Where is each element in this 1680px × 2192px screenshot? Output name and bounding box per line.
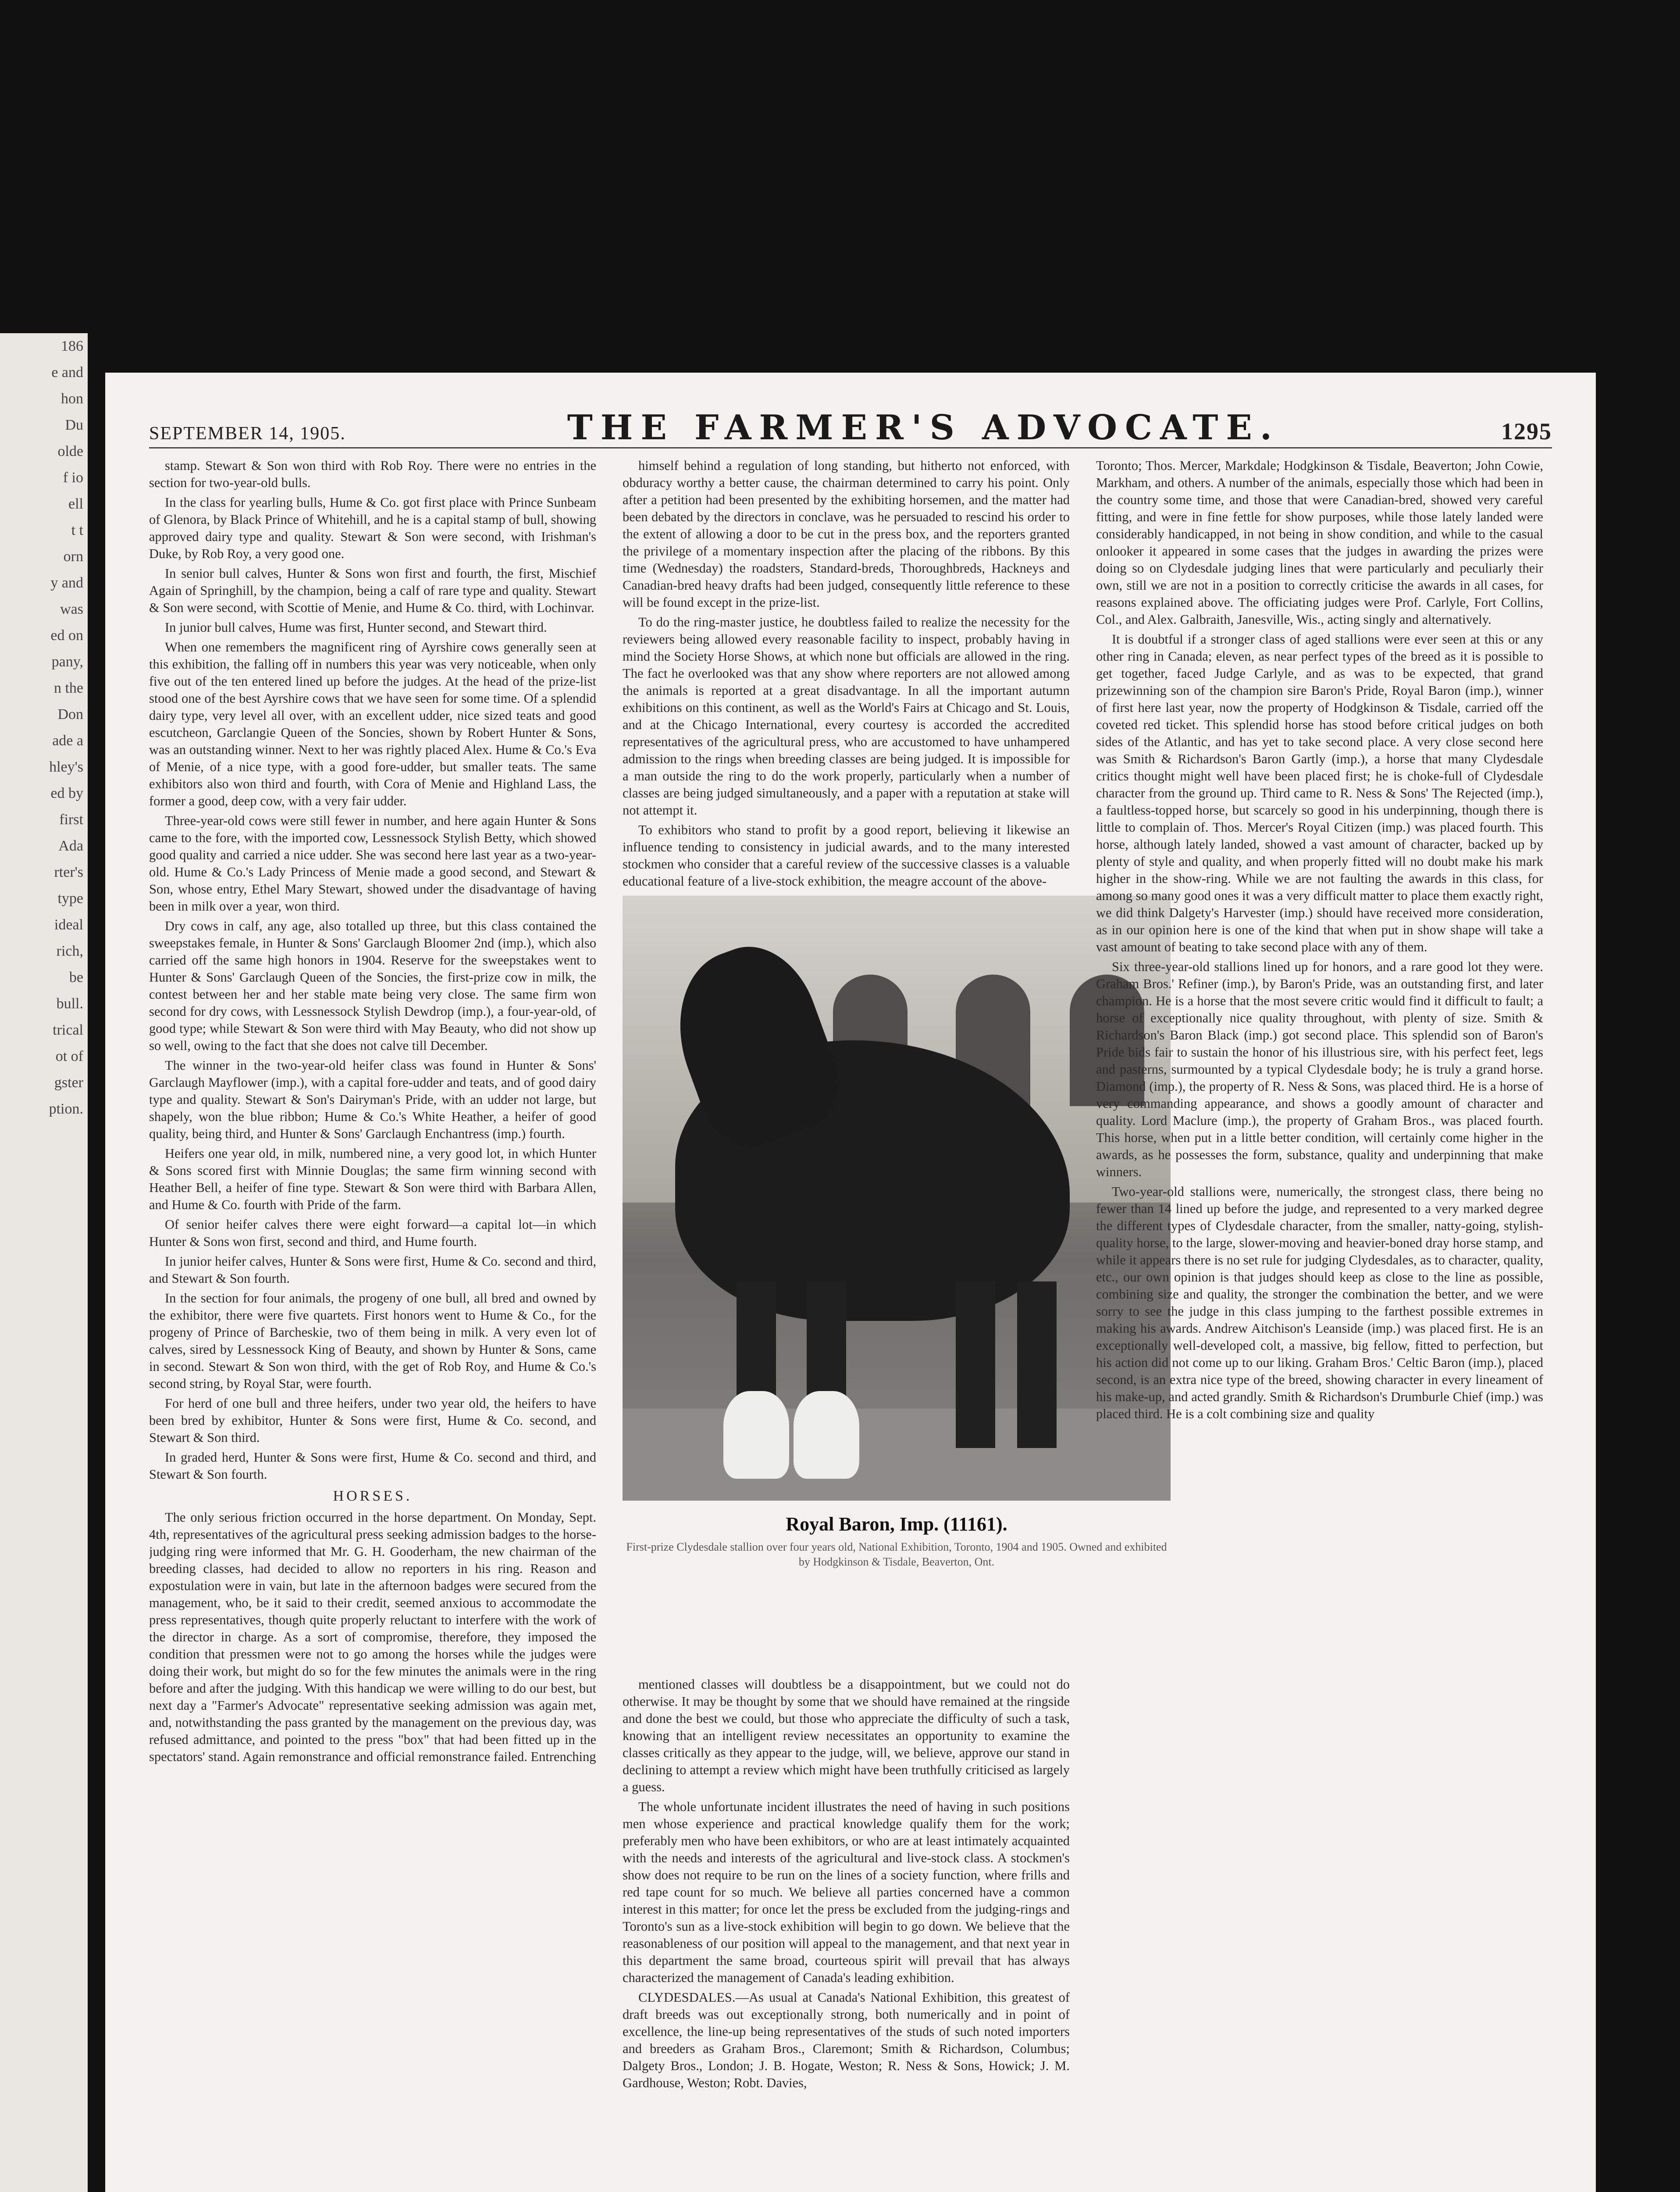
margin-fragment: ell <box>68 496 83 512</box>
masthead-title: THE FARMER'S ADVOCATE. <box>567 408 1280 448</box>
margin-fragment: t t <box>71 522 83 538</box>
margin-fragment: y and <box>50 575 83 591</box>
article-paragraph: Heifers one year old, in milk, numbered nine, a very good lot, in which Hunter & Sons scored first with Minnie Douglas; the same firm winning second with Heather Bell, a heifer of fine type. Stewart & Son were third with Barbara Allen, and Hume & Co. fourth with Pride of the farm. <box>149 1146 596 1212</box>
article-paragraph: In junior heifer calves, Hunter & Sons were first, Hume & Co. second and third, and Stewart & Son fourth. <box>149 1254 596 1286</box>
figure-title: Royal Baron, Imp. (11161). <box>786 1513 1007 1535</box>
margin-fragment: f io <box>63 470 83 486</box>
margin-fragment: ption. <box>49 1101 83 1117</box>
stallion-feathering <box>723 1391 789 1479</box>
margin-fragment: ade a <box>52 733 83 749</box>
margin-fragment: Du <box>65 417 83 433</box>
article-paragraph: himself behind a regulation of long standing, but hitherto not enforced, with obduracy worthy a better cause, the chairman determined to carry his point. Only after a petition had been presented by the exhibiting horsemen, and the matter had been debated by the directors in conclave, was he persuaded to rescind his order to the extent of allowing a door to be cut in the press box, and the reporters granted the privilege of a momentary inspection after the placing of the ribbons. By this time (Wednesday) the roadsters, Standard-breds, Thoroughbreds, Hackneys and Canadian-bred heavy drafts had been judged, consequently little reference to these will be found except in the prize-list. <box>623 458 1070 610</box>
margin-fragment: Ada <box>58 838 83 854</box>
margin-fragment: bull. <box>56 996 83 1012</box>
figure-subcaption: First-prize Clydesdale stallion over four years old, National Exhibition, Toronto, 1904 and 1905. Owned and exhibited by Hodgkinson & Tisdale, Beaverton, Ont. <box>626 1541 1167 1568</box>
stallion-leg <box>1017 1281 1057 1448</box>
article-paragraph: It is doubtful if a stronger class of aged stallions were ever seen at this or any other ring in Canada; eleven, as near perfect types of the breed as it is possible to get together, faced Judge Carlyle, and as was to be expected, that grand prizewinning son of the champion sire Baron's Pride, Royal Baron (imp.), winner of first here last year, now the property of Hodgkinson & Tisdale, carried off the coveted red ticket. This splendid horse has stood before critical judges on both sides of the Atlantic, and has yet to take second place. A very close second here was Smith & Richardson's Baron Gartly (imp.), a horse that many Clydesdale critics thought might well have been placed first; he is choke-full of Clydesdale character from the ground up. Third came to R. Ness & Sons' The Rejected (imp.), a faultless-topped horse, but scarcely so good in his underpinning, though there is little to complain of. Thos. Mercer's Royal Citizen (imp.) was placed fourth. This horse, although lately landed, showed a vast amount of character, backed up by plenty of style and quality, and when properly fitted will no doubt make his mark higher in the show-ring. While we are not faulting the awards in this class, for among so many good ones it was a very difficult matter to place them exactly right, we did think Dalgety's Harvester (imp.) should have received more consideration, as in our opinion here is one of the kind that when put in show shape will take a vast amount of beating to take second place with any of them. <box>1096 632 1543 954</box>
article-paragraph: To do the ring-master justice, he doubtless failed to realize the necessity for the reviewers being allowed every reasonable facility to inspect, probably having in mind the Society Horse Shows, at which none but officials are allowed in the ring. The fact he overlooked was that any show where reporters are not allowed among the animals is reported at a great disadvantage. In all the important autumn exhibitions on this continent, as well as the World's Fairs at Chicago and St. Louis, and at the Chicago International, every courtesy is accorded the accredited representatives of the agricultural press, who are accustomed to have unhampered admission to the rings when breeding classes are being judged. It is impossible for a man outside the ring to do the work properly, particularly when a number of classes are being judged simultaneously, and a paper with a reputation at stake will not attempt it. <box>623 615 1070 818</box>
margin-fragment: olde <box>57 443 83 459</box>
article-paragraph: Dry cows in calf, any age, also totalled up three, but this class contained the sweepstakes female, in Hunter & Sons' Garclaugh Bloomer 2nd (imp.), which also carried off the same high honors in 1904. Reserve for the sweepstakes went to Hunter & Sons' Garclaugh Queen of the Soncies, the first-prize cow in milk, the contest between her and her stable mate being very close. The same firm won second for dry cows, with Lessnessock Stylish Dewdrop (imp.), a four-year-old, of good type; while Stewart & Son were third with May Beauty, who did not show up so well, owing to the fact that she does not calve till December. <box>149 918 596 1053</box>
column-1 <box>149 457 596 2192</box>
margin-fragment: ot of <box>55 1048 83 1064</box>
article-paragraph: For herd of one bull and three heifers, under two year old, the heifers to have been bred by exhibitor, Hunter & Sons were first, Hume & Co. second, and Stewart & Son third. <box>149 1396 596 1445</box>
margin-fragment: n the <box>53 680 83 696</box>
margin-fragment: first <box>59 811 83 828</box>
article-paragraph: In the section for four animals, the progeny of one bull, all bred and owned by the exhibitor, there were five quartets. First honors went to Hume & Co., for the progeny of Prince of Barcheskie, two of them being in milk. A very even lot of calves, sired by Lessnessock King of Beauty, and shown by Hunter & Sons, came in second. Stewart & Son won third, with the get of Rob Roy, and Hume & Co.'s second string, by Royal Star, were fourth. <box>149 1291 596 1391</box>
margin-fragment: hon <box>61 391 83 407</box>
stallion-feathering <box>794 1391 859 1479</box>
article-paragraph: In senior bull calves, Hunter & Sons won first and fourth, the first, Mischief Again of Springhill, by the champion, being a calf of rare type and quality. Stewart & Son were second, with Scottie of Menie, and Hume & Co. third, with Lochinvar. <box>149 566 596 615</box>
margin-fragment: rter's <box>54 864 83 880</box>
margin-fragment: Don <box>57 706 83 722</box>
adjacent-page-edge <box>0 333 88 2192</box>
page-body <box>149 457 1552 2192</box>
section-heading-horses: HORSES. <box>333 1488 413 1504</box>
margin-fragment: rich, <box>56 943 83 959</box>
article-paragraph: Six three-year-old stallions lined up for honors, and a rare good lot they were. Graham Bros.' Refiner (imp.), by Baron's Pride, was an outstanding first, and later champion. He is a horse that the most severe critic would find it difficult to fault; a horse of exceptionally nice quality throughout, with plenty of size. Smith & Richardson's Baron Black (imp.) got second place. This splendid son of Baron's Pride bids fair to sustain the honor of his illustrious sire, with his perfect feet, legs and pasterns, surmounted by a typical Clydesdale body; he is truly a grand horse. Diamond (imp.), the property of R. Ness & Sons, was placed third. He is a horse of very commanding appearance, and shows a goodly amount of character and quality. Lord Maclure (imp.), the property of Graham Bros., was placed fourth. This horse, when put in a little better condition, will certainly come higher in the awards, as he possesses the form, substance, quality and underpinning that make winners. <box>1096 959 1543 1179</box>
show-ground <box>623 1409 1171 1501</box>
margin-fragment: ed by <box>50 785 83 801</box>
article-paragraph: When one remembers the magnificent ring of Ayrshire cows generally seen at this exhibition, the falling off in numbers this year was very noticeable, when only five out of the ten entered lined up before the judges. At the head of the prize-list stood one of the best Ayrshire cows that we have seen for some time. Of a splendid dairy type, very level all over, with an excellent udder, nice sized teats and good escutcheon, Garclangie Queen of the Soncies, shown by Robert Hunter & Sons, was an outstanding winner. Next to her was rightly placed Alex. Hume & Co.'s Eva of Menie, of a nice type, with a good fore-udder, but smaller teats. The same exhibitors also won third and fourth, with Cora of Menie and Highland Lass, the former a good, deep cow, with a very fair udder. <box>149 640 596 808</box>
article-paragraph: Three-year-old cows were still fewer in number, and here again Hunter & Sons came to the fore, with the imported cow, Lessnessock Stylish Betty, which showed good quality and carried a nice udder. She was second here last year as a two-year-old. Hume & Co.'s Lady Princess of Menie made a good second, and Stewart & Son, whose entry, Ethel Mary Stewart, showed under the disadvantage of having been in milk over a year, won third. <box>149 813 596 914</box>
page-number: 1295 <box>1501 418 1552 445</box>
margin-fragment: hley's <box>49 759 83 775</box>
horse-photograph <box>623 896 1171 1501</box>
article-paragraph: CLYDESDALES.—As usual at Canada's National Exhibition, this greatest of draft breeds was out exceptionally strong, both numerically and in point of excellence, the line-up being representatives of the studs of such noted importers and breeders as Graham Bros., Claremont; Smith & Richardson, Columbus; Dalgety Bros., London; J. B. Hogate, Weston; R. Ness & Sons, Howick; J. M. Gardhouse, Weston; Robt. Davies, <box>623 1990 1070 2090</box>
article-paragraph: The whole unfortunate incident illustrates the need of having in such positions men whose experience and practical knowledge qualify them for the work; preferably men who have been exhibitors, or who are at least intimately acquainted with the needs and interests of the agricultural and live-stock class. A stockmen's show does not require to be run on the lines of a society function, where frills and red tape count for so much. We believe all parties concerned have a common interest in this matter; for once let the press be excluded from the judging-rings and Toronto's sun as a live-stock exhibition will begin to go down. We believe that the reasonableness of our position will appeal to the management, and that next year in this department the same broad, courteous spirit will prevail that has always characterized the management of Canada's leading exhibition. <box>623 1799 1070 1985</box>
photo-figure <box>623 896 1171 1667</box>
margin-fragment: e and <box>51 364 83 381</box>
article-paragraph: The winner in the two-year-old heifer class was found in Hunter & Sons' Garclaugh Mayflower (imp.), with a capital fore-udder and teats, and of good dairy type and quality. Stewart & Son's Dairyman's Pride, with an udder not large, but shapely, won the blue ribbon; Hume & Co.'s White Heather, a heifer of good quality, being third, and Hunter & Sons' Garclaugh Enchantress (imp.) fourth. <box>149 1058 596 1141</box>
article-paragraph: In graded herd, Hunter & Sons were first, Hume & Co. second and third, and Stewart & Son fourth. <box>149 1450 596 1482</box>
margin-fragment: orn <box>63 548 83 565</box>
margin-fragment: 186 <box>61 338 83 354</box>
page-header <box>149 408 1552 448</box>
margin-fragment: type <box>57 890 83 907</box>
article-paragraph: stamp. Stewart & Son won third with Rob Roy. There were no entries in the section for two-year-old bulls. <box>149 458 596 490</box>
margin-fragment: ideal <box>54 917 83 933</box>
article-paragraph: mentioned classes will doubtless be a disappointment, but we could not do otherwise. It may be thought by some that we should have remained at the ringside and done the best we could, but those who appreciate the difficulty of such a task, knowing that an intelligent review necessitates an opportunity to examine the classes critically as they appear to the judge, will, we believe, approve our stand in declining to attempt a review which might have been truthfully criticised as largely a guess. <box>623 1677 1070 1794</box>
figure-caption <box>623 1513 1171 1569</box>
article-paragraph: To exhibitors who stand to profit by a good report, believing it likewise an influence tending to consistency in judicial awards, and to the many interested stockmen who consider that a careful review of the successive classes is a valuable educational feature of a live-stock exhibition, the meagre account of the above- <box>623 822 1070 889</box>
stallion-leg <box>956 1281 995 1448</box>
issue-date: SEPTEMBER 14, 1905. <box>149 423 346 444</box>
article-paragraph: In the class for yearling bulls, Hume & Co. got first place with Prince Sunbeam of Glenora, by Black Prince of Whitehill, and he is a capital stamp of bull, showing approved dairy type and quality. Stewart & Son were second, with Irishman's Duke, by Rob Roy, a very good one. <box>149 495 596 561</box>
margin-fragment: pany, <box>51 654 83 670</box>
margin-fragment: ed on <box>50 627 83 644</box>
article-paragraph: The only serious friction occurred in the horse department. On Monday, Sept. 4th, representatives of the agricultural press seeking admission badges to the horse-judging ring were informed that Mr. G. H. Gooderham, the new chairman of the breeding classes, had decided to allow no reporters in his ring. Reason and expostulation were in vain, but late in the afternoon badges were secured from the management, who, be it said to their credit, seemed anxious to accommodate the press representatives, though quite properly reluctant to interfere with the work of the director in charge. As a sort of compromise, therefore, they imposed the condition that pressmen were not to go among the horses while the judges were doing their work, but might do so for the few minutes the animals were in the ring before and after the judging. With this handicap we were willing to do our best, but next day a "Farmer's Advocate" representative seeking admission was again met, and, notwithstanding the pass granted by the management on the previous day, was refused admittance, and pointed to the press "box" that had been fitted up in the spectators' stand. Again remonstrance and official remonstrance failed. Entrenching <box>149 1510 596 1764</box>
newspaper-page <box>105 373 1596 2192</box>
margin-fragment: was <box>60 601 83 617</box>
article-paragraph: In junior bull calves, Hume was first, Hunter second, and Stewart third. <box>165 620 547 635</box>
article-paragraph: Of senior heifer calves there were eight forward—a capital lot—in which Hunter & Sons won first, second and third, and Hume fourth. <box>149 1217 596 1249</box>
article-paragraph: Toronto; Thos. Mercer, Markdale; Hodgkinson & Tisdale, Beaverton; John Cowie, Markham, and others. A number of the animals, especially those which had been in the country some time, and those that were Canadian-bred, showed very careful fitting, and were in fine fettle for show purposes, while those lately landed were considerably handicapped, in not being in show condition, and while to the casual onlooker it appeared in some cases that the judges in awarding the prizes were doing so on Clydesdale judging lines that were particularly and peculiarly their own, still we are not in a position to correctly criticise the awards in all cases, for reasons explained above. The officiating judges were Prof. Carlyle, Fort Collins, Col., and Alex. Galbraith, Janesville, Wis., acting singly and alternatively. <box>1096 458 1543 627</box>
article-paragraph: Two-year-old stallions were, numerically, the strongest class, there being no fewer than 14 lined up before the judge, and represented to a very marked degree the different types of Clydesdale character, from the smaller, natty-going, stylish-quality horse, to the large, slower-moving and heavier-boned dray horse stamp, and while it appears there is no set rule for judging Clydesdales, as to character, quality, etc., our own opinion is that judges should keep as close to the line as possible, combining size and quality, the stronger the combination the better, and we were sorry to see the judge in this class jumping to the farthest possible extremes in making his awards. Andrew Aitchison's Leanside (imp.) was placed first. He is an exceptionally well-developed colt, a massive, big fellow, fitted to perfection, but his action did not come up to our liking. Graham Bros.' Celtic Baron (imp.), placed second, is an extra nice type of the breed, showing character in every lineament of his make-up, and acted grandly. Smith & Richardson's Drumburle Chief (imp.) was placed third. He is a colt combining size and quality <box>1096 1184 1543 1421</box>
margin-fragment: gster <box>54 1075 83 1091</box>
margin-fragment: trical <box>53 1022 83 1038</box>
margin-fragment: be <box>69 969 83 986</box>
column-3 <box>1096 457 1543 2192</box>
